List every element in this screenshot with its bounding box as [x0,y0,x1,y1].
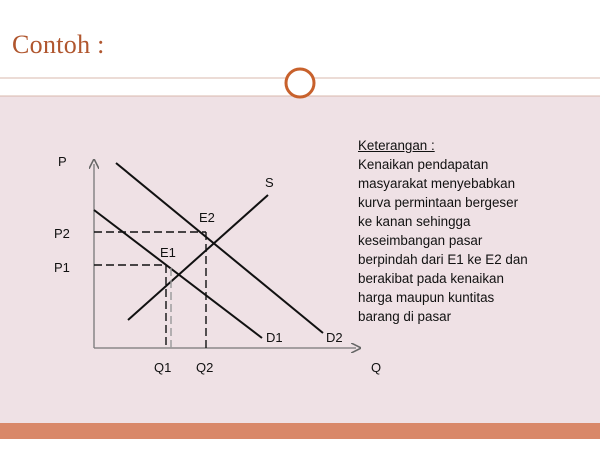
explanation-text [358,136,594,326]
curve-label-s: S [265,175,274,190]
explanation-line: masyarakat menyebabkan [358,176,516,191]
explanation-line: keseimbangan pasar [358,233,483,248]
axis-x-label: Q [371,360,382,375]
price-label-p2: P2 [54,226,70,241]
supply-curve [128,195,268,320]
curve-label-d2: D2 [326,330,343,345]
explanation-line: barang di pasar [358,309,452,324]
demand-curve-d1 [94,210,262,338]
explanation-line: ke kanan sehingga [358,214,471,229]
equilibrium-label-e1: E1 [160,245,176,260]
equilibrium-label-e2: E2 [199,210,215,225]
curve-label-d1: D1 [266,330,283,345]
explanation-line: Kenaikan pendapatan [358,157,489,172]
axis-y-label: P [58,154,67,169]
slide-title: Contoh : [12,30,105,59]
quantity-label-q2: Q2 [196,360,214,375]
explanation-line: harga maupun kuntitas [358,290,495,305]
quantity-label-q1: Q1 [154,360,172,375]
explanation-line: berakibat pada kenaikan [358,271,504,286]
explanation-heading: Keterangan : [358,138,435,153]
explanation-line: berpindah dari E1 ke E2 dan [358,252,528,267]
explanation-line: kurva permintaan bergeser [358,195,519,210]
demand-curve-d2 [116,163,323,333]
price-label-p1: P1 [54,260,70,275]
